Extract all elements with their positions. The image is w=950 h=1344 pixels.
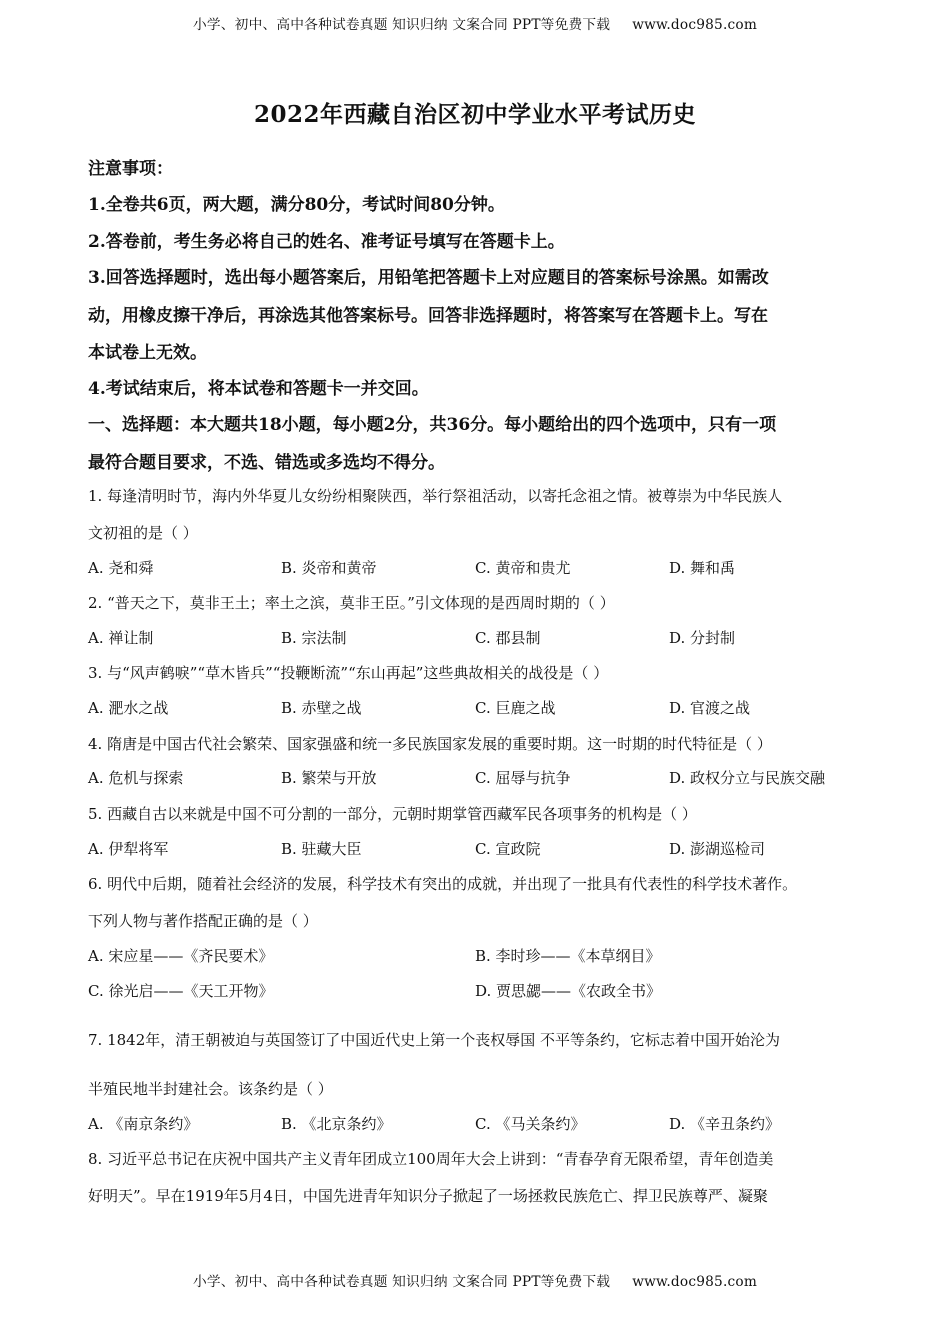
notice-item-3: 3.回答选择题时，选出每小题答案后，用铅笔把答题卡上对应题目的答案标号涂黑。如需改 — [88, 268, 769, 288]
question-2-option-d: D. 分封制 — [669, 629, 736, 647]
question-1-option-b: B. 炎帝和黄帝 — [281, 559, 377, 577]
question-7-stem: 7. 1842年，清王朝被迫与英国签订了中国近代史上第一个丧权辱国 不平等条约，它标志着中国开始沦为 — [88, 1031, 781, 1049]
header-site-link[interactable]: www.doc985.com — [632, 17, 758, 33]
question-1-option-a: A. 尧和舜 — [88, 559, 154, 577]
question-4-option-a: A. 危机与探索 — [88, 769, 184, 787]
page-footer — [0, 1270, 950, 1290]
section-heading: 一、选择题：本大题共18小题，每小题2分，共36分。每小题给出的四个选项中，只有一项 — [88, 415, 777, 435]
question-4-option-c: C. 屈辱与抗争 — [475, 769, 571, 787]
question-5-stem: 5. 西藏自古以来就是中国不可分割的一部分，元朝时期掌管西藏军民各项事务的机构是（ ） — [88, 805, 697, 823]
question-6-option-b: B. 李时珍——《本草纲目》 — [475, 947, 661, 965]
question-7-stem-cont: 半殖民地半封建社会。该条约是（ ） — [88, 1080, 333, 1098]
notice-item-3-end: 本试卷上无效。 — [88, 343, 207, 363]
question-2-option-c: C. 郡县制 — [475, 629, 541, 647]
notice-item-3-cont: 动，用橡皮擦干净后，再涂选其他答案标号。回答非选择题时，将答案写在答题卡上。写在 — [88, 306, 768, 326]
question-1-stem-cont: 文初祖的是（ ） — [88, 524, 198, 542]
question-8-stem-cont: 好明天”。早在1919年5月4日，中国先进青年知识分子掀起了一场拯救民族危亡、捍卫民族尊严、凝聚 — [88, 1187, 768, 1205]
header-text: 小学、初中、高中各种试卷真题 知识归纳 文案合同 PPT等免费下载 — [192, 17, 611, 33]
question-5-option-c: C. 宣政院 — [475, 840, 541, 858]
question-5-option-d: D. 澎湖巡检司 — [669, 840, 766, 858]
question-4-option-b: B. 繁荣与开放 — [281, 769, 377, 787]
notice-item-1: 1.全卷共6页，两大题，满分80分，考试时间80分钟。 — [88, 195, 505, 215]
question-3-option-a: A. 淝水之战 — [88, 699, 169, 717]
notice-heading: 注意事项： — [88, 159, 173, 179]
section-heading-cont: 最符合题目要求，不选、错选或多选均不得分。 — [88, 453, 445, 473]
page-title: 2022年西藏自治区初中学业水平考试历史 — [253, 101, 696, 128]
question-8-stem: 8. 习近平总书记在庆祝中国共产主义青年团成立100周年大会上讲到：“青春孕育无限希望，青年创造美 — [88, 1150, 774, 1168]
question-3-option-c: C. 巨鹿之战 — [475, 699, 556, 717]
question-4-option-d: D. 政权分立与民族交融 — [669, 769, 826, 787]
page-header — [0, 13, 950, 33]
question-7-option-c: C. 《马关条约》 — [475, 1115, 586, 1133]
question-4-stem: 4. 隋唐是中国古代社会繁荣、国家强盛和统一多民族国家发展的重要时期。这一时期的时代特征是（ ） — [88, 735, 772, 753]
notice-item-2: 2.答卷前，考生务必将自己的姓名、准考证号填写在答题卡上。 — [88, 232, 565, 252]
question-3-option-d: D. 官渡之战 — [669, 699, 751, 717]
question-3-option-b: B. 赤壁之战 — [281, 699, 362, 717]
question-2-option-a: A. 禅让制 — [88, 629, 154, 647]
question-2-stem: 2. “普天之下，莫非王土；率土之滨，莫非王臣。”引文体现的是西周时期的（ ） — [88, 594, 615, 612]
question-6-option-a: A. 宋应星——《齐民要术》 — [88, 947, 274, 965]
question-5-option-b: B. 驻藏大臣 — [281, 840, 362, 858]
question-1-stem: 1. 每逢清明时节，海内外华夏儿女纷纷相聚陕西，举行祭祖活动，以寄托念祖之情。被尊崇为中华民族人 — [88, 487, 783, 505]
question-1-option-c: C. 黄帝和贵尤 — [475, 559, 571, 577]
question-7-option-d: D. 《辛丑条约》 — [669, 1115, 781, 1133]
question-1-option-d: D. 舞和禹 — [669, 559, 736, 577]
notice-item-4: 4.考试结束后，将本试卷和答题卡一并交回。 — [88, 379, 429, 399]
footer-site-link[interactable]: www.doc985.com — [632, 1274, 758, 1290]
question-6-option-d: D. 贾思勰——《农政全书》 — [475, 982, 662, 1000]
question-6-stem: 6. 明代中后期，随着社会经济的发展，科学技术有突出的成就，并出现了一批具有代表性的科学技术著作。 — [88, 875, 798, 893]
question-7-option-b: B. 《北京条约》 — [281, 1115, 392, 1133]
question-7-option-a: A. 《南京条约》 — [88, 1115, 199, 1133]
question-6-stem-cont: 下列人物与著作搭配正确的是（ ） — [88, 912, 318, 930]
footer-text: 小学、初中、高中各种试卷真题 知识归纳 文案合同 PPT等免费下载 — [192, 1274, 611, 1290]
question-5-option-a: A. 伊犁将军 — [88, 840, 169, 858]
question-3-stem: 3. 与“风声鹤唳”“草木皆兵”“投鞭断流”“东山再起”这些典故相关的战役是（ ） — [88, 664, 609, 682]
question-2-option-b: B. 宗法制 — [281, 629, 347, 647]
question-6-option-c: C. 徐光启——《天工开物》 — [88, 982, 274, 1000]
